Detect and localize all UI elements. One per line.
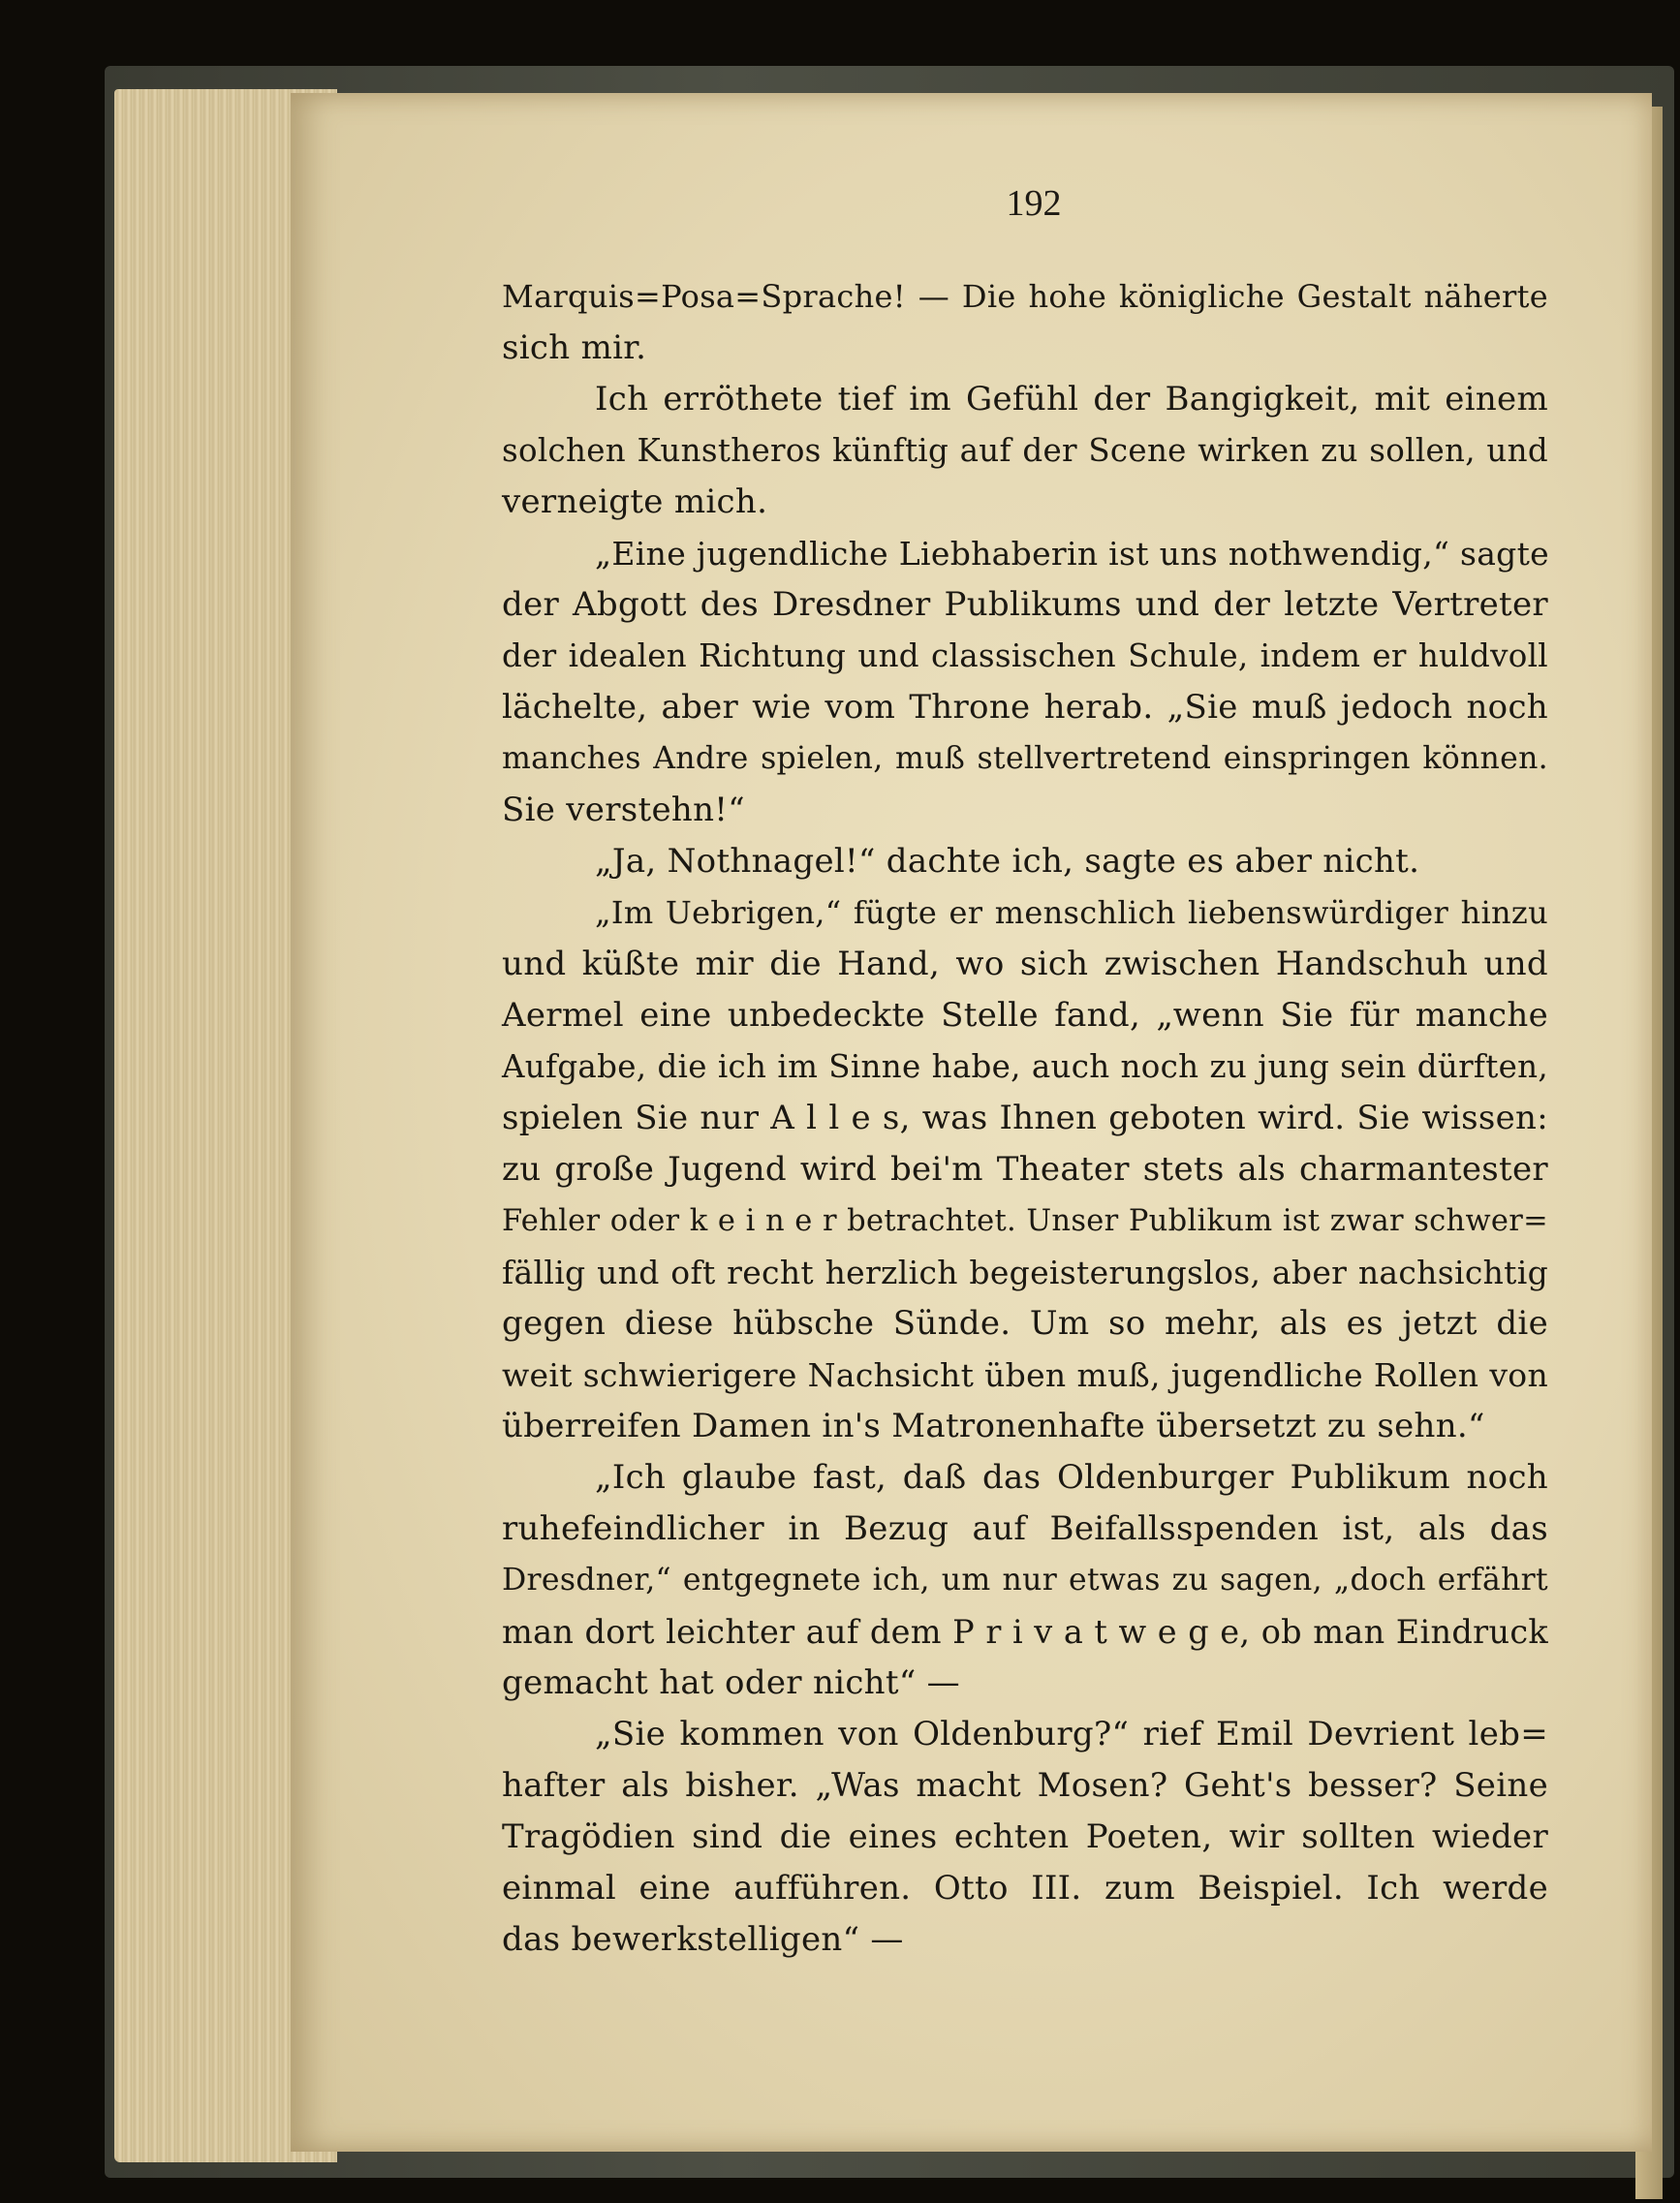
text-line: „Sie kommen von Oldenburg?“ rief Emil Devrient leb= [595,1715,1548,1753]
text-line: Marquis=Posa=Sprache! — Die hohe königliche Gestalt näherte [502,278,1548,315]
text-line: einmal eine aufführen. Otto III. zum Beispiel. Ich werde [502,1869,1548,1908]
text-line: „Ich glaube fast, daß das Oldenburger Publikum noch [595,1458,1548,1497]
text-line: hafter als bisher. „Was macht Mosen? Geht's besser? Seine [502,1766,1548,1805]
text-line: der idealen Richtung und classischen Schule, indem er huldvoll [502,637,1548,674]
text-line: sich mir. [502,328,647,367]
body-text [502,271,1548,1966]
text-line: „Ja, Nothnagel!“ dachte ich, sagte es aber nicht. [595,842,1420,881]
text-line: Aufgabe, die ich im Sinne habe, auch noch zu jung sein dürften, [502,1048,1548,1085]
text-line: weit schwierigere Nachsicht üben muß, jugendliche Rollen von [502,1356,1548,1394]
text-line: das bewerkstelligen“ — [502,1920,904,1959]
text-line: ruhefeindlicher in Bezug auf Beifallsspenden ist, als das [502,1509,1548,1548]
text-line: überreifen Damen in's Matronenhafte übersetzt zu sehn.“ [502,1407,1485,1445]
text-line: Dresdner,“ entgegnete ich, um nur etwas zu sagen, „doch erfährt [502,1563,1548,1598]
text-line: Tragödien sind die eines echten Poeten, wir sollten wieder [502,1817,1548,1856]
text-line: gemacht hat oder nicht“ — [502,1663,960,1702]
text-line: man dort leichter auf dem P r i v a t w e g e, ob man Eindruck [502,1613,1548,1651]
text-line: zu große Jugend wird bei'm Theater stets als charmantester [502,1150,1548,1189]
text-line: der Abgott des Dresdner Publikums und der letzte Vertreter [502,585,1548,624]
text-line: Aermel eine unbedeckte Stelle fand, „wenn Sie für manche [502,996,1548,1035]
text-line: „Eine jugendliche Liebhaberin ist uns nothwendig,“ sagte [595,535,1549,573]
text-line: fällig und oft recht herzlich begeisterungslos, aber nachsichtig [502,1254,1548,1291]
text-line: Fehler oder k e i n e r betrachtet. Unser Publikum ist zwar schwer= [502,1204,1548,1238]
text-line: lächelte, aber wie vom Throne herab. „Sie muß jedoch noch [502,688,1548,727]
text-line: Ich erröthete tief im Gefühl der Bangigkeit, mit einem [595,380,1548,419]
text-line: solchen Kunstheros künftig auf der Scene wirken zu sollen, und [502,432,1548,469]
text-line: spielen Sie nur A l l e s, was Ihnen geboten wird. Sie wissen: [502,1099,1548,1137]
text-line: „Im Uebrigen,“ fügte er menschlich liebenswürdiger hinzu [595,894,1548,931]
text-line: manches Andre spielen, muß stellvertretend einspringen können. [502,741,1548,776]
text-line: Sie verstehn!“ [502,791,745,829]
text-line: gegen diese hübsche Sünde. Um so mehr, als es jetzt die [502,1304,1548,1343]
text-line: verneigte mich. [502,482,768,521]
text-line: und küßte mir die Hand, wo sich zwischen Handschuh und [502,945,1548,983]
page-number: 192 [1006,183,1062,224]
